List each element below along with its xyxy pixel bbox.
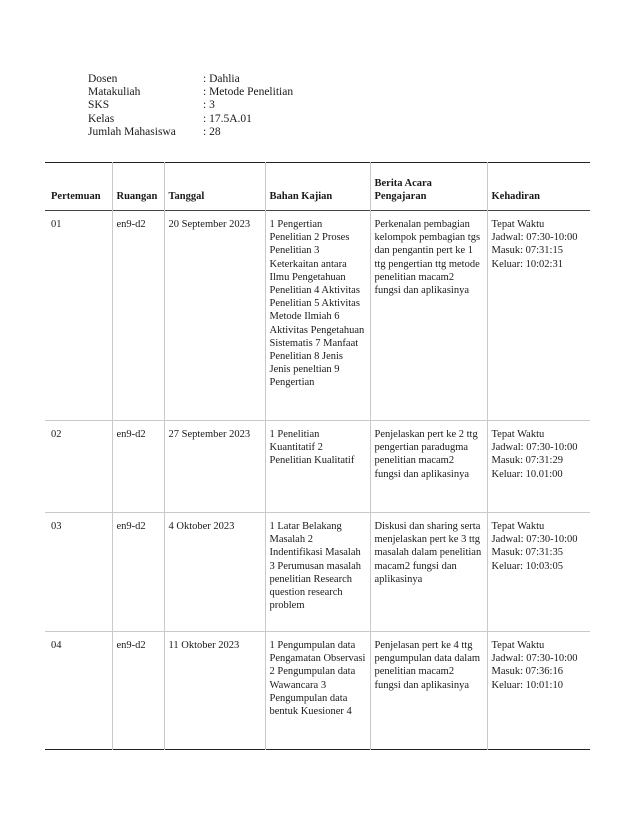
- cell-ruangan: en9-d2: [112, 421, 164, 513]
- kehadiran-status: Tepat Waktu: [491, 219, 545, 230]
- info-label: Matakuliah: [88, 86, 141, 99]
- kehadiran-jadwal: Jadwal: 07:30-10:00: [491, 653, 578, 665]
- cell-ruangan: en9-d2: [112, 513, 164, 632]
- info-value: : 3: [203, 99, 215, 112]
- info-row-matakuliah: [88, 86, 293, 99]
- kehadiran-keluar: Keluar: 10:02:31: [491, 258, 563, 270]
- cell-bahan-kajian: 1 Penelitian Kuantitatif 2 Penelitian Kualitatif: [265, 421, 370, 513]
- cell-kehadiran: [487, 513, 590, 632]
- kehadiran-masuk: Masuk: 07:31:15: [491, 245, 563, 257]
- cell-pertemuan: 03: [51, 521, 62, 532]
- table-row: [45, 632, 590, 750]
- cell-bahan-kajian: 1 Latar Belakang Masalah 2 Indentifikasi Masalah 3 Perumusan masalah penelitian Research question research problem: [265, 513, 370, 632]
- table-row: [45, 211, 590, 421]
- kehadiran-keluar: Keluar: 10:03:05: [491, 560, 563, 572]
- info-row-kelas: [88, 113, 293, 126]
- info-label: Dosen: [88, 73, 118, 85]
- info-value: : Dahlia: [203, 73, 240, 85]
- kehadiran-status: Tepat Waktu: [491, 521, 545, 532]
- kehadiran-jadwal: Jadwal: 07:30-10:00: [491, 534, 578, 546]
- cell-tanggal: 27 September 2023: [164, 421, 265, 513]
- table-header-row: [45, 163, 590, 211]
- cell-tanggal: 20 September 2023: [164, 211, 265, 421]
- kehadiran-keluar: Keluar: 10.01:00: [491, 468, 563, 480]
- info-label: SKS: [88, 99, 110, 112]
- info-label: Jumlah Mahasiswa: [88, 125, 176, 138]
- cell-berita-acara: Perkenalan pembagian kelompok pembagian tgs dan pengantin pert ke 1 ttg pengertian ttg metode penelitian macam2 fungsi dan aplikasinya: [370, 211, 487, 421]
- cell-berita-acara: Penjelaskan pert ke 2 ttg pengertian paradugma penelitian macam2 fungsi dan aplikasinya: [370, 421, 487, 513]
- cell-berita-acara: Penjelasan pert ke 4 ttg pengumpulan data dalam penelitian macam2 fungsi dan aplikasinya: [370, 632, 487, 750]
- cell-pertemuan: 01: [51, 219, 62, 230]
- table-row: [45, 421, 590, 513]
- header-bahan-kajian: Bahan Kajian: [265, 163, 370, 211]
- info-label: Kelas: [88, 112, 115, 125]
- cell-kehadiran: [487, 632, 590, 750]
- cell-kehadiran: [487, 421, 590, 513]
- header-ruangan: Ruangan: [112, 163, 164, 211]
- kehadiran-masuk: Masuk: 07:31:29: [491, 455, 563, 467]
- header-tanggal: Tanggal: [164, 163, 265, 211]
- kehadiran-keluar: Keluar: 10:01:10: [491, 679, 563, 691]
- header-kehadiran: Kehadiran: [487, 163, 590, 211]
- cell-kehadiran: [487, 211, 590, 421]
- cell-tanggal: 11 Oktober 2023: [164, 632, 265, 750]
- info-value: : 28: [203, 125, 221, 138]
- attendance-table: [45, 162, 590, 750]
- header-pertemuan: Pertemuan: [51, 190, 101, 202]
- info-row-jumlah-mahasiswa: [88, 126, 293, 139]
- kehadiran-jadwal: Jadwal: 07:30-10:00: [491, 232, 578, 244]
- cell-bahan-kajian: 1 Pengumpulan data Pengamatan Observasi 2 Pengumpulan data Wawancara 3 Pengumpulan data bentuk Kuesioner 4: [265, 632, 370, 750]
- cell-pertemuan: 02: [51, 429, 62, 440]
- kehadiran-masuk: Masuk: 07:36:16: [491, 666, 563, 678]
- cell-berita-acara: Diskusi dan sharing serta menjelaskan pert ke 3 ttg masalah dalam penelitian macam2 fungsi dan aplikasinya: [370, 513, 487, 632]
- cell-pertemuan: 04: [51, 640, 62, 651]
- kehadiran-masuk: Masuk: 07:31:35: [491, 547, 563, 559]
- kehadiran-jadwal: Jadwal: 07:30-10:00: [491, 442, 578, 454]
- cell-ruangan: en9-d2: [112, 632, 164, 750]
- kehadiran-status: Tepat Waktu: [491, 429, 545, 440]
- info-row-sks: [88, 99, 293, 112]
- kehadiran-status: Tepat Waktu: [491, 640, 545, 651]
- info-value: : Metode Penelitian: [203, 86, 294, 99]
- info-value: : 17.5A.01: [203, 112, 252, 125]
- cell-tanggal: 4 Oktober 2023: [164, 513, 265, 632]
- cell-bahan-kajian: 1 Pengertian Penelitian 2 Proses Penelitian 3 Keterkaitan antara Ilmu Pengetahuan Penelitian 4 Aktivitas Penelitian 5 Aktivitas Metode Ilmiah 6 Aktivitas Pengetahuan Sistematis 7 Manfaat Penelitian 8 Jenis Jenis peneltian 9 Pengertian: [265, 211, 370, 421]
- info-row-dosen: [88, 73, 293, 86]
- cell-ruangan: en9-d2: [112, 211, 164, 421]
- course-info: [88, 73, 293, 139]
- header-berita-acara: Berita Acara Pengajaran: [370, 163, 487, 211]
- table-row: [45, 513, 590, 632]
